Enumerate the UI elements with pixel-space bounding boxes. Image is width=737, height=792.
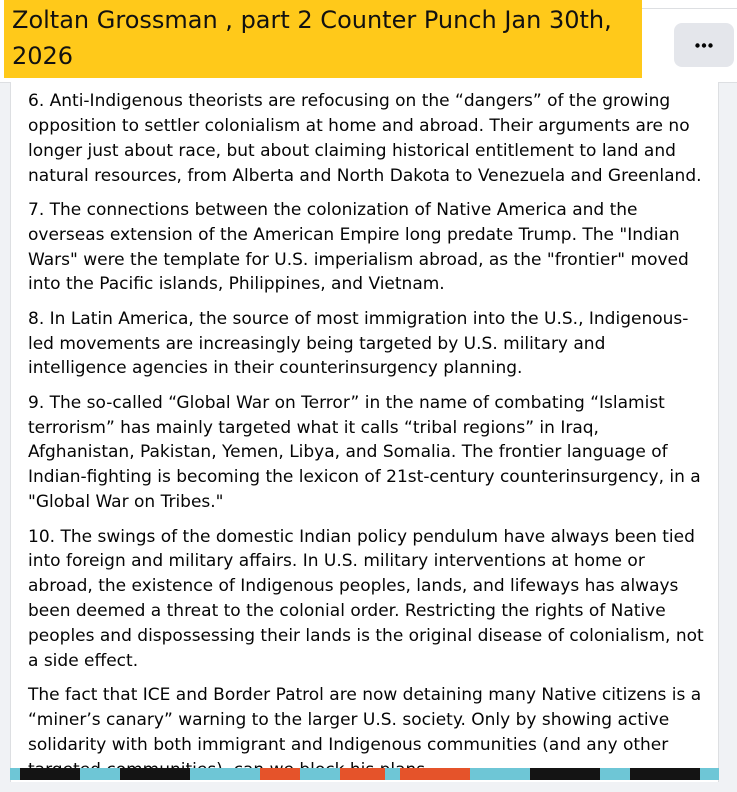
post-paragraph: 10. The swings of the domestic Indian policy pendulum have always been tied into foreign and military affairs. In U.S. military interventions at home or abroad, the existence of Indigenous peoples, lands, and lifeways has always been deemed a threat to the colonial order. Restricting the rights of Native peoples and dispossessing their lands is the original disease of colonialism, not a side effect. bbox=[28, 526, 704, 671]
post-body bbox=[28, 89, 708, 792]
post-paragraph: 9. The so-called “Global War on Terror” in the name of combating “Islamist terrorism” has mainly targeted what it calls “tribal regions” in Iraq, Afghanistan, Pakistan, Yemen, Libya, and Somalia. The frontier language of Indian-fighting is becoming the lexicon of 21st-century counterinsurgency, in a "Global War on Tribes." bbox=[28, 392, 701, 513]
post-paragraph: 7. The connections between the colonization of Native America and the overseas extension of the American Empire long predate Trump. The "Indian Wars" were the template for U.S. imperialism abroad, as the "frontier" moved into the Pacific islands, Philippines, and Vietnam. bbox=[28, 199, 689, 295]
more-options-button[interactable] bbox=[674, 23, 734, 67]
post-paragraph: The fact that ICE and Border Patrol are now detaining many Native citizens is a “miner’s canary” warning to the larger U.S. society. Only by showing active solidarity with both immigrant and Indigenous communities (and any other bbox=[28, 685, 702, 755]
post-paragraph: 8. In Latin America, the source of most immigration into the U.S., Indigenous-led movements are increasingly being targeted by U.S. military and intelligence agencies in their counterinsurgency planning. bbox=[28, 308, 689, 379]
attached-image-preview[interactable] bbox=[10, 768, 719, 780]
post-card bbox=[10, 82, 719, 782]
post-title: Zoltan Grossman , part 2 Counter Punch Jan 30th, 2026 bbox=[4, 0, 642, 78]
header-divider bbox=[640, 8, 737, 9]
more-horizontal-icon bbox=[695, 43, 713, 48]
post-paragraph: 6. Anti-Indigenous theorists are refocusing on the “dangers” of the growing opposition to settler colonialism at home and abroad. Their arguments are no longer just about race, but about claiming historical entitlement to land and natural resources, from Alberta and North Dakota to Venezuela and Greenland. bbox=[28, 91, 702, 186]
